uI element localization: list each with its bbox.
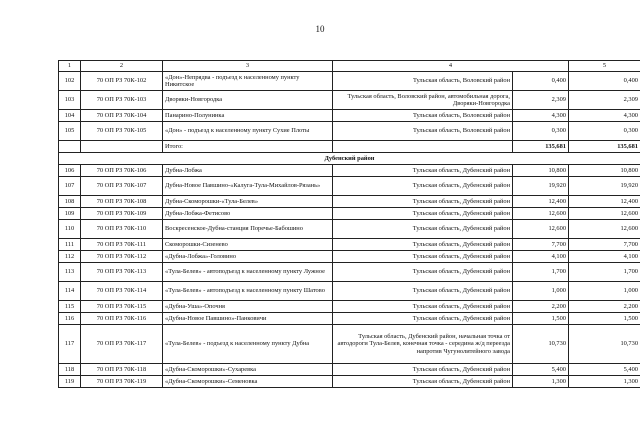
length-total-value: 7,700 [569,239,640,251]
road-location: Тульская область, Воловский район, автомобильная дорога, Дворяки-Новгородка [333,91,513,110]
table-row [59,325,640,364]
road-location: Тульская область, Дубенский район, начальная точка от автодороги Тула-Белев, конечная точка - середина ж/д переезда напротив Чугунолитейного завода [333,325,513,364]
length-value: 12,400 [513,196,569,208]
page-number: 10 [315,24,325,34]
length-total-value: 2,200 [569,301,640,313]
table-row [59,91,640,110]
road-location: Тульская область, Дубенский район [333,208,513,220]
length-total-value: 1,700 [569,263,640,282]
road-name: «Дон»-Непрядва - подъезд к населенному пункту Никитское [163,72,333,91]
row-number: 105 [59,122,81,141]
length-total-value: 19,920 [569,177,640,196]
row-number: 111 [59,239,81,251]
road-code: 70 ОП РЗ 70К-105 [81,122,163,141]
road-code: 70 ОП РЗ 70К-109 [81,208,163,220]
road-code: 70 ОП РЗ 70К-113 [81,263,163,282]
row-number: 103 [59,91,81,110]
road-location: Тульская область, Дубенский район [333,165,513,177]
empty-cell [59,141,81,153]
table-row [59,208,640,220]
header-col-1: 1 [59,61,81,72]
length-total-value: 5,400 [569,364,640,376]
empty-cell [333,141,513,153]
row-number: 104 [59,110,81,122]
road-code: 70 ОП РЗ 70К-106 [81,165,163,177]
road-name: Скоморошки-Сизенево [163,239,333,251]
road-location: Тульская область, Дубенский район [333,239,513,251]
length-value: 0,400 [513,72,569,91]
road-location: Тульская область, Воловский район [333,110,513,122]
total-row [59,141,640,153]
length-total-value: 12,600 [569,220,640,239]
header-row [59,61,640,72]
table-row [59,313,640,325]
length-value: 1,500 [513,313,569,325]
length-value: 2,309 [513,91,569,110]
district-row [59,153,640,165]
table-row [59,220,640,239]
row-number: 109 [59,208,81,220]
header-col-3: 3 [163,61,333,72]
length-total-value: 10,730 [569,325,640,364]
road-code: 70 ОП РЗ 70К-103 [81,91,163,110]
road-code: 70 ОП РЗ 70К-108 [81,196,163,208]
road-location: Тульская область, Воловский район [333,72,513,91]
road-code: 70 ОП РЗ 70К-102 [81,72,163,91]
road-location: Тульская область, Воловский район [333,122,513,141]
road-code: 70 ОП РЗ 70К-115 [81,301,163,313]
road-name: Дубна-Лобжа [163,165,333,177]
row-number: 107 [59,177,81,196]
row-number: 116 [59,313,81,325]
header-col-5: 5 [569,61,640,72]
length-value: 1,300 [513,376,569,388]
row-number: 118 [59,364,81,376]
length-value: 4,100 [513,251,569,263]
length-total-value: 0,400 [569,72,640,91]
road-location: Тульская область, Дубенский район [333,313,513,325]
row-number: 117 [59,325,81,364]
total-value: 135,681 [513,141,569,153]
road-code: 70 ОП РЗ 70К-119 [81,376,163,388]
length-total-value: 1,000 [569,282,640,301]
row-number: 108 [59,196,81,208]
total-label: Итого: [163,141,333,153]
road-code: 70 ОП РЗ 70К-110 [81,220,163,239]
road-location: Тульская область, Дубенский район [333,251,513,263]
road-name: «Тула-Белев» - автоподъезд к населенному пункту Шатово [163,282,333,301]
length-total-value: 0,300 [569,122,640,141]
road-location: Тульская область, Дубенский район [333,263,513,282]
road-code: 70 ОП РЗ 70К-107 [81,177,163,196]
road-code: 70 ОП РЗ 70К-118 [81,364,163,376]
table-row [59,364,640,376]
road-name: Дубна-Новое Павшино-«Калуга-Тула-Михайлов-Рязань» [163,177,333,196]
row-number: 106 [59,165,81,177]
length-value: 1,000 [513,282,569,301]
row-number: 119 [59,376,81,388]
road-name: «Дубна-Новое Павшино»-Панковичи [163,313,333,325]
table-row [59,251,640,263]
table-row [59,239,640,251]
length-total-value: 1,500 [569,313,640,325]
length-value: 12,600 [513,208,569,220]
road-code: 70 ОП РЗ 70К-111 [81,239,163,251]
road-name: Воскресенское-Дубна-станция Поречье-Бабошино [163,220,333,239]
table-row [59,122,640,141]
length-total-value: 10,800 [569,165,640,177]
table-row [59,376,640,388]
road-location: Тульская область, Дубенский район [333,301,513,313]
road-location: Тульская область, Дубенский район [333,376,513,388]
road-name: «Дубна-Лобжа»-Головино [163,251,333,263]
table-row [59,301,640,313]
road-name: «Тула-Белев» - подъезд к населенному пункту Дубна [163,325,333,364]
road-code: 70 ОП РЗ 70К-117 [81,325,163,364]
road-name: «Дубна-Скоморошки»-Сухаревка [163,364,333,376]
header-col-4: 4 [333,61,569,72]
road-name: Дворяки-Новгородка [163,91,333,110]
road-name: Дубна-Скоморошки-«Тула-Белев» [163,196,333,208]
length-value: 12,600 [513,220,569,239]
length-value: 4,300 [513,110,569,122]
table-row [59,72,640,91]
total-value-2: 135,681 [569,141,640,153]
roads-table-body [59,61,640,388]
table-row [59,165,640,177]
table-row [59,196,640,208]
table-row [59,282,640,301]
length-total-value: 1,300 [569,376,640,388]
length-value: 0,300 [513,122,569,141]
length-total-value: 12,600 [569,208,640,220]
row-number: 114 [59,282,81,301]
row-number: 110 [59,220,81,239]
header-col-2: 2 [81,61,163,72]
road-name: Панарино-Полунинка [163,110,333,122]
row-number: 102 [59,72,81,91]
length-total-value: 4,100 [569,251,640,263]
road-location: Тульская область, Дубенский район [333,282,513,301]
district-heading: Дубенский район [59,153,640,165]
table-row [59,263,640,282]
road-location: Тульская область, Дубенский район [333,220,513,239]
length-total-value: 12,400 [569,196,640,208]
road-name: «Дон» - подъезд к населенному пункту Сухие Плоты [163,122,333,141]
road-location: Тульская область, Дубенский район [333,364,513,376]
row-number: 113 [59,263,81,282]
road-code: 70 ОП РЗ 70К-114 [81,282,163,301]
length-value: 1,700 [513,263,569,282]
length-total-value: 4,300 [569,110,640,122]
road-code: 70 ОП РЗ 70К-116 [81,313,163,325]
length-total-value: 2,309 [569,91,640,110]
road-location: Тульская область, Дубенский район [333,196,513,208]
row-number: 115 [59,301,81,313]
empty-cell [81,141,163,153]
row-number: 112 [59,251,81,263]
road-location: Тульская область, Дубенский район [333,177,513,196]
road-name: «Дубна-Скоморошки»-Семеновка [163,376,333,388]
roads-table [58,60,640,388]
length-value: 19,920 [513,177,569,196]
length-value: 2,200 [513,301,569,313]
length-value: 10,800 [513,165,569,177]
road-code: 70 ОП РЗ 70К-104 [81,110,163,122]
length-value: 7,700 [513,239,569,251]
road-code: 70 ОП РЗ 70К-112 [81,251,163,263]
table-row [59,110,640,122]
table-row [59,177,640,196]
road-name: «Дубна-Уша»-Опочня [163,301,333,313]
length-value: 10,730 [513,325,569,364]
road-name: Дубна-Лобжа-Фетисово [163,208,333,220]
road-name: «Тула-Белев» - автоподъезд к населенному пункту Лужное [163,263,333,282]
length-value: 5,400 [513,364,569,376]
